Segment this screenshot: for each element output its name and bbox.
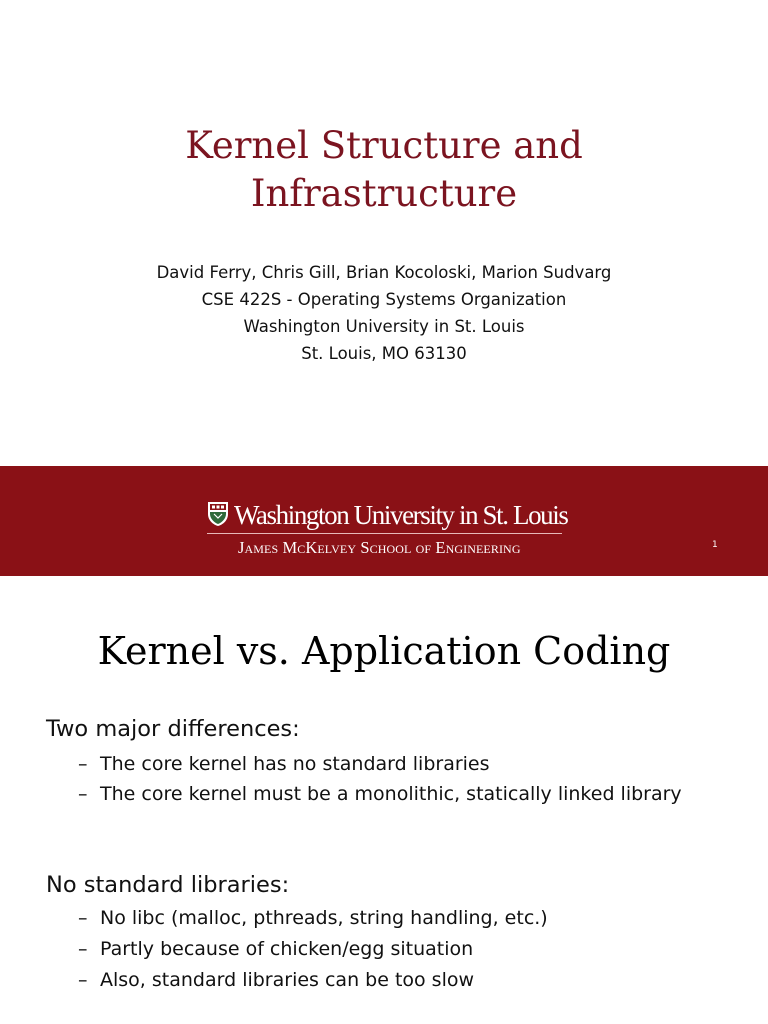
section-heading: No standard libraries: <box>46 872 290 898</box>
page-number: 1 <box>712 540 718 550</box>
university-wordmark: Washington University in St. Louis <box>234 500 568 530</box>
slide-1-byline <box>0 259 768 367</box>
slide-1-title <box>0 122 768 218</box>
dash-bullet: – <box>78 969 88 991</box>
list-item-text: Also, standard libraries can be too slow <box>100 969 475 991</box>
list-item <box>78 904 728 933</box>
list-item-text: Partly because of chicken/egg situation <box>100 938 474 960</box>
list-item-text: The core kernel has no standard libraries <box>100 753 490 775</box>
list-item <box>78 750 728 779</box>
location-text: St. Louis, MO 63130 <box>301 344 467 363</box>
institution-text: Washington University in St. Louis <box>243 317 525 336</box>
authors-text: David Ferry, Chris Gill, Brian Kocoloski, Marion Sudvarg <box>156 263 612 282</box>
slide-2-title: Kernel vs. Application Coding <box>97 629 671 673</box>
dash-bullet: – <box>78 783 88 805</box>
section-heading: Two major differences: <box>46 716 300 742</box>
university-shield-logo <box>207 501 229 527</box>
list-item <box>78 935 728 964</box>
list-item-text: The core kernel must be a monolithic, statically linked library <box>100 783 682 805</box>
university-banner <box>0 466 768 576</box>
list-item-text: No libc (malloc, pthreads, string handling, etc.) <box>100 907 548 929</box>
list-item <box>78 780 728 809</box>
banner-divider <box>207 533 562 534</box>
list-item <box>78 966 728 995</box>
slide-1-title-line-2: Infrastructure <box>250 172 518 215</box>
course-text: CSE 422S - Operating Systems Organization <box>201 290 567 309</box>
dash-bullet: – <box>78 938 88 960</box>
dash-bullet: – <box>78 753 88 775</box>
slide-1-title-line-1: Kernel Structure and <box>185 124 583 167</box>
school-name: James McKelvey School of Engineering <box>238 538 521 557</box>
dash-bullet: – <box>78 907 88 929</box>
